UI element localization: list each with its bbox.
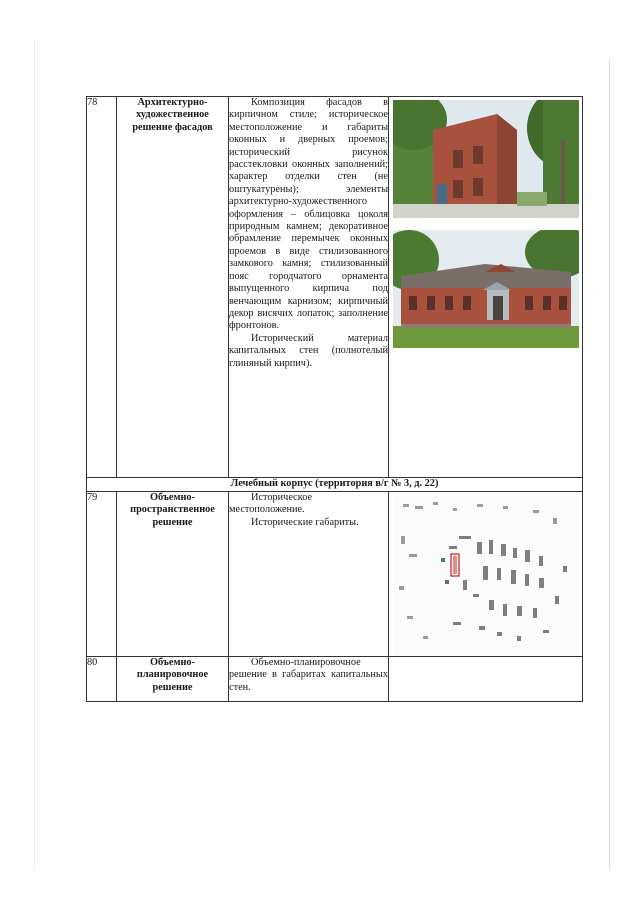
subject-description <box>229 492 389 657</box>
subject-description <box>229 97 389 478</box>
description-paragraph: Исторический материал капитальных стен (полнотелый глиняный кирпич). <box>229 332 388 369</box>
facade-photo-corner <box>393 100 579 218</box>
subject-name: Архитектурно-художественное решение фасадов <box>117 97 229 478</box>
subject-description <box>229 657 389 702</box>
description-paragraph: Объемно-планировочное решение в габаритах капитальных стен. <box>229 657 388 693</box>
site-plan-map <box>393 496 579 656</box>
subject-name: Объемно-планировочное решение <box>117 657 229 702</box>
row-number: 78 <box>87 97 117 478</box>
scan-edge <box>34 40 35 870</box>
map-cell <box>389 492 583 657</box>
photo-cell <box>389 97 583 478</box>
description-paragraph: Композиция фасадов в кирпичном стиле; историческое местоположение и габариты оконных и дверных проемов; исторический рисунок расстекловки оконных заполнений; характер отделки стен (не оштукатурены); элементы архитектурно-художественного оформления – облицовка цоколя природным камнем; декоративное обрамление перемычек оконных проемов в виде стилизованного замкового камня; стилизованный пояс городчатого орнамента выпущенного кирпича под венчающим карнизом; кирпичный декор висячих лопаток; заполнение фронтонов. <box>229 97 388 332</box>
table-row <box>87 97 583 478</box>
subject-name: Объемно-пространственное решение <box>117 492 229 657</box>
scan-edge <box>609 60 610 870</box>
empty-cell <box>389 657 583 702</box>
table-row <box>87 657 583 702</box>
protection-subjects-table <box>86 96 583 702</box>
section-title: Лечебный корпус (территория в/г № 3, д. 22) <box>87 478 583 492</box>
facade-photo-front <box>393 230 579 348</box>
description-paragraph: Историческое местоположение. <box>229 492 313 516</box>
row-number: 79 <box>87 492 117 657</box>
section-header-row <box>87 478 583 492</box>
description-paragraph: Исторические габариты. <box>251 516 359 528</box>
row-number: 80 <box>87 657 117 702</box>
table-row <box>87 492 583 657</box>
